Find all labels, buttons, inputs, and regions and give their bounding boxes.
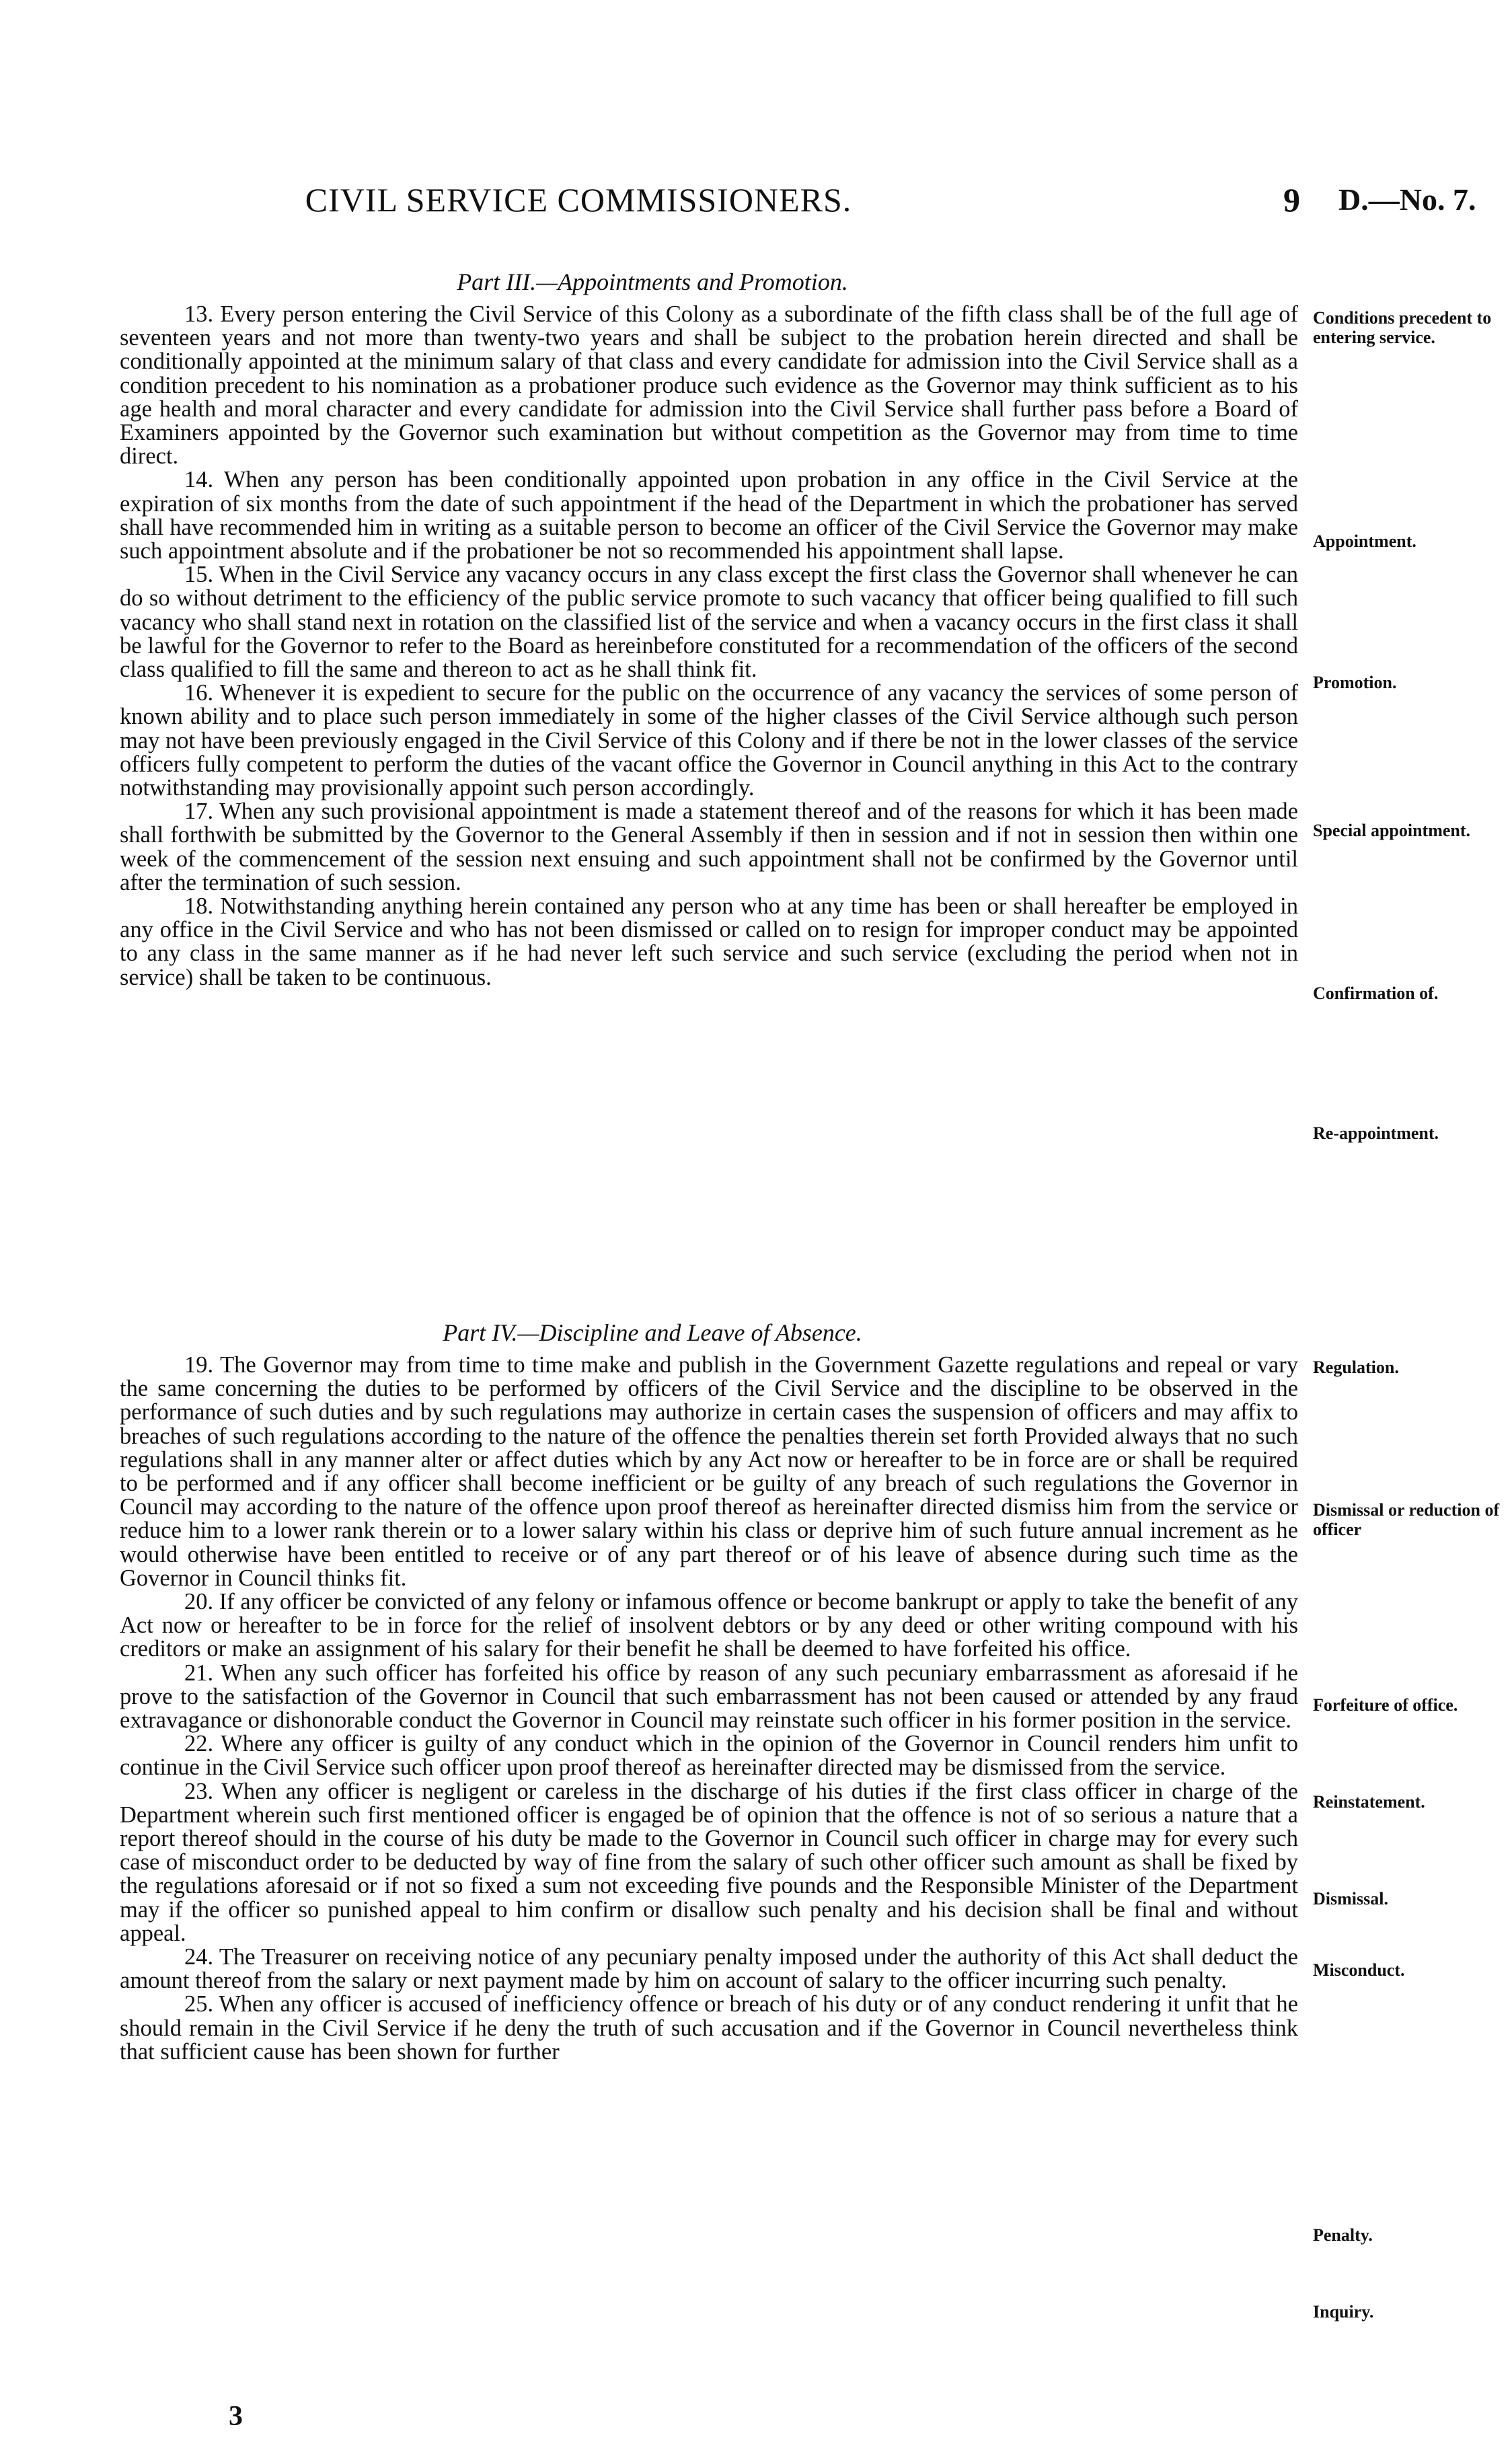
section-13: 13. Every person entering the Civil Service of this Colony as a subordinate of the fifth class shall be of the full age of seventeen years and not more than twenty-two years and shall be subject to the probation herein directed and shall be conditionally appointed at the minimum salary of that class and every candidate for admission into the Civil Service shall as a condition precedent to his nomination as a probationer produce such evidence as the Governor may think sufficient as to his age health and moral character and every candidate for admission into the Civil Service shall further pass before a Board of Examiners appointed by the Governor such examination but without competition as the Governor may from time to time direct. [120,301,1298,470]
marginal-note: Re-appointment. [1313,1123,1439,1143]
header-page-number: 9 [1283,181,1300,219]
marginal-note: Inquiry. [1313,2302,1374,2322]
marginal-note: Appointment. [1313,531,1416,551]
section-part-iii [120,303,1298,990]
part-heading: Part IV.—Discipline and Leave of Absence. [443,1319,862,1346]
section-25: 25. When any officer is accused of inefficiency offence or breach of his duty or of any conduct rendering it unfit that he should remain in the Civil Service if he deny the truth of such accusation and if the Governor in Council nevertheless think that sufficient cause has been shown for further [120,1991,1298,2065]
section-14: 14. When any person has been conditionally appointed upon probation in any office in the Civil Service at the expiration of six months from the date of such appointment if the head of the Department in which the probationer has served shall have recommended him in writing as a suitable person to become an officer of the Civil Service the Governor may make such appointment absolute and if the probationer be not so recommended his appointment shall lapse. [120,467,1298,564]
marginal-note: Special appointment. [1313,821,1471,840]
marginal-note: Misconduct. [1313,1960,1405,1980]
section-part-iv [120,1353,1298,2064]
section-18: 18. Notwithstanding anything herein contained any person who at any time has been or shall hereafter be employed in any office in the Civil Service and who has not been dismissed or called on to resign for improper conduct may be appointed to any class in the same manner as if he had never left such service and such service (excluding the period when not in service) shall be taken to be continuous. [120,893,1298,990]
marginal-note: Forfeiture of office. [1313,1695,1458,1715]
section-20: 20. If any officer be convicted of any felony or infamous offence or become bankrupt or apply to take the benefit of any Act now or hereafter to be in force for the relief of insolvent debtors or by any deed or other writing compound with his creditors or make an assignment of his salary for their benefit he shall be deemed to have forfeited his office. [120,1589,1298,1662]
marginal-note: Regulation. [1313,1358,1399,1377]
marginal-note: Promotion. [1313,673,1397,692]
section-24: 24. The Treasurer on receiving notice of any pecuniary penalty imposed under the authority of this Act shall deduct the amount thereof from the salary or next payment made by him on account of salary to the officer incurring such penalty. [120,1944,1298,1994]
marginal-note: Reinstatement. [1313,1792,1425,1812]
part-heading: Part III.—Appointments and Promotion. [457,268,848,295]
marginal-note: Dismissal or reduction of officer [1313,1500,1500,1539]
section-16: 16. Whenever it is expedient to secure for the public on the occurrence of any vacancy the services of some person of known ability and to place such person immediately in some of the higher classes of the Civil Service although such person may not have been previously engaged in the Civil Service of this Colony and if there be not in the lower classes of the service officers fully competent to perform the duties of the vacant office the Governor in Council anything in this Act to the contrary notwithstanding may provisionally appoint such person accordingly. [120,680,1298,801]
page-folio: 3 [229,2401,243,2432]
section-19: 19. The Governor may from time to time make and publish in the Government Gazette regulations and repeal or vary the same concerning the duties to be performed by officers of the Civil Service and the discipline to be observed in the performance of such duties and by such regulations may authorize in certain cases the suspension of officers and may affix to breaches of such regulations according to the nature of the offence the penalties therein set forth Provided always that no such regulations shall in any manner alter or affect duties which by any Act now or hereafter to be in force are or shall be required to be performed and if any officer shall become inefficient or be guilty of any breach of such regulations the Governor in Council may according to the nature of the offence upon proof thereof as hereinafter directed dismiss him from the service or reduce him to a lower rank therein or to a lower salary within his class or deprive him of such future annual increment as he would otherwise have been entitled to receive or of any part thereof or of his leave of absence during such time as the Governor in Council thinks fit. [120,1352,1298,1591]
section-22: 22. Where any officer is guilty of any conduct which in the opinion of the Governor in Council renders him unfit to continue in the Civil Service such officer upon proof thereof as hereinafter directed may be dismissed from the service. [120,1731,1298,1781]
header-title: CIVIL SERVICE COMMISSIONERS. [305,181,852,219]
marginal-note: Conditions precedent to entering service. [1313,308,1492,347]
section-15: 15. When in the Civil Service any vacancy occurs in any class except the first class the Governor shall whenever he can do so without detriment to the efficiency of the public service promote to such vacancy that officer being qualified to fill such vacancy who shall stand next in rotation on the classified list of the service and when a vacancy occurs in the first class it shall be lawful for the Governor to refer to the Board as hereinbefore constituted for a recommendation of the officers of the second class qualified to fill the same and thereon to act as he shall think fit. [120,562,1298,683]
running-header [0,180,1512,234]
marginal-note: Confirmation of. [1313,984,1439,1003]
marginal-note: Dismissal. [1313,1889,1388,1908]
section-23: 23. When any officer is negligent or careless in the discharge of his duties if the first class officer in charge of the Department wherein such first mentioned officer is engaged be of opinion that the offence is not of so serious a nature that a report thereof should in the course of his duty be made to the Governor in Council such officer in charge may for every such case of misconduct order to be deducted by way of fine from the salary of such other officer such amount as shall be fixed by the regulations aforesaid or if not so fixed a sum not exceeding five pounds and the Responsible Minister of the Department may if the officer so punished appeal to him confirm or disallow such penalty and his decision shall be final and without appeal. [120,1778,1298,1946]
section-17: 17. When any such provisional appointment is made a statement thereof and of the reasons for which it has been made shall forthwith be submitted by the Governor to the General Assembly if then in session and if not in session then within one week of the commencement of the session next ensuing and such appointment shall not be confirmed by the Governor until after the termination of such session. [120,799,1298,895]
marginal-note: Penalty. [1313,2225,1373,2245]
header-document-reference: D.—No. 7. [1338,182,1476,217]
section-21: 21. When any such officer has forfeited his office by reason of any such pecuniary embarrassment as aforesaid if he prove to the satisfaction of the Governor in Council that such embarrassment has not been caused or attended by any fraud extravagance or dishonorable conduct the Governor in Council may reinstate such officer in his former position in the service. [120,1660,1298,1734]
